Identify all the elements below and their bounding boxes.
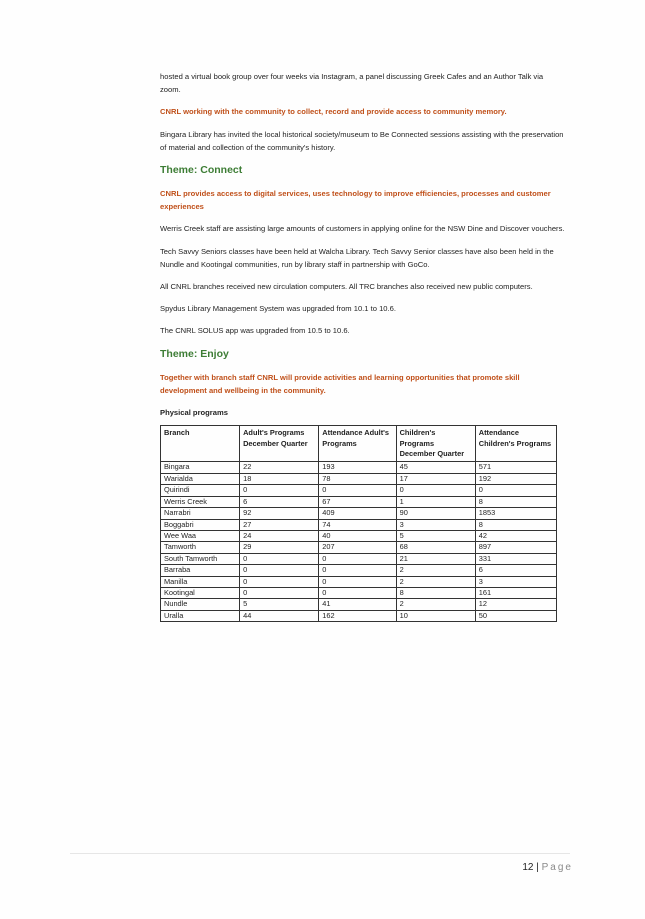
table-row — [161, 519, 557, 530]
connect-subheading: CNRL provides access to digital services, uses technology to improve efficiencies, processes and customer experiences — [160, 189, 551, 212]
branch-cell: Narrabri — [161, 508, 240, 519]
intro-paragraph: hosted a virtual book group over four weeks via Instagram, a panel discussing Greek Cafes and an Author Talk via zoom. — [160, 72, 544, 95]
value-cell: 192 — [475, 473, 556, 484]
value-cell: 12 — [475, 599, 556, 610]
value-cell: 40 — [319, 530, 396, 541]
value-cell: 1 — [396, 496, 475, 507]
branch-cell: Kootingal — [161, 587, 240, 598]
value-cell: 0 — [319, 576, 396, 587]
page-content — [160, 70, 565, 622]
value-cell: 162 — [319, 610, 396, 621]
table-row — [161, 530, 557, 541]
value-cell: 207 — [319, 542, 396, 553]
value-cell: 50 — [475, 610, 556, 621]
value-cell: 68 — [396, 542, 475, 553]
page-number: 12 — [522, 862, 534, 873]
enjoy-subheading: Together with branch staff CNRL will provide activities and learning opportunities that promote skill development and wellbeing in the community. — [160, 372, 520, 395]
branch-cell: Warialda — [161, 473, 240, 484]
header-branch: Branch — [161, 426, 240, 462]
header-children-programs: Children's Programs December Quarter — [396, 426, 475, 462]
value-cell: 0 — [475, 485, 556, 496]
value-cell: 90 — [396, 508, 475, 519]
value-cell: 6 — [240, 496, 319, 507]
value-cell: 45 — [396, 462, 475, 473]
connect-paragraph-5: The CNRL SOLUS app was upgraded from 10.5 to 10.6. — [160, 326, 350, 336]
value-cell: 2 — [396, 565, 475, 576]
value-cell: 2 — [396, 576, 475, 587]
value-cell: 2 — [396, 599, 475, 610]
footer-separator: | — [536, 862, 539, 873]
value-cell: 8 — [475, 519, 556, 530]
table-row — [161, 508, 557, 519]
table-row — [161, 496, 557, 507]
table-row — [161, 565, 557, 576]
value-cell: 22 — [240, 462, 319, 473]
connect-paragraph-4: Spydus Library Management System was upgraded from 10.1 to 10.6. — [160, 304, 396, 314]
theme-connect-heading: Theme: Connect — [160, 164, 243, 177]
theme-enjoy-heading: Theme: Enjoy — [160, 347, 229, 360]
value-cell: 78 — [319, 473, 396, 484]
value-cell: 67 — [319, 496, 396, 507]
value-cell: 41 — [319, 599, 396, 610]
header-adult-programs: Adult's Programs December Quarter — [240, 426, 319, 462]
table-row — [161, 485, 557, 496]
branch-cell: Tamworth — [161, 542, 240, 553]
page-footer — [522, 862, 573, 873]
header-adult-attendance: Attendance Adult's Programs — [319, 426, 396, 462]
value-cell: 6 — [475, 565, 556, 576]
value-cell: 0 — [319, 485, 396, 496]
value-cell: 18 — [240, 473, 319, 484]
physical-programs-table — [160, 425, 557, 622]
table-header-row — [161, 426, 557, 462]
branch-cell: Wee Waa — [161, 530, 240, 541]
value-cell: 42 — [475, 530, 556, 541]
value-cell: 0 — [240, 587, 319, 598]
value-cell: 0 — [240, 576, 319, 587]
branch-cell: Boggabri — [161, 519, 240, 530]
branch-cell: Werris Creek — [161, 496, 240, 507]
value-cell: 0 — [240, 485, 319, 496]
table-row — [161, 462, 557, 473]
connect-paragraph-2: Tech Savvy Seniors classes have been held at Walcha Library. Tech Savvy Senior classes have also been held in the Nundle and Kootingal communities, run by library staff in partnership with GoCo. — [160, 246, 554, 269]
value-cell: 0 — [396, 485, 475, 496]
value-cell: 0 — [319, 553, 396, 564]
branch-cell: Manilla — [161, 576, 240, 587]
value-cell: 29 — [240, 542, 319, 553]
value-cell: 5 — [240, 599, 319, 610]
table-row — [161, 587, 557, 598]
value-cell: 0 — [240, 553, 319, 564]
value-cell: 17 — [396, 473, 475, 484]
value-cell: 0 — [319, 565, 396, 576]
table-row — [161, 553, 557, 564]
branch-cell: Nundle — [161, 599, 240, 610]
branch-cell: South Tamworth — [161, 553, 240, 564]
header-children-attendance: Attendance Children's Programs — [475, 426, 556, 462]
value-cell: 193 — [319, 462, 396, 473]
table-row — [161, 473, 557, 484]
value-cell: 27 — [240, 519, 319, 530]
value-cell: 161 — [475, 587, 556, 598]
value-cell: 0 — [240, 565, 319, 576]
value-cell: 44 — [240, 610, 319, 621]
value-cell: 21 — [396, 553, 475, 564]
value-cell: 92 — [240, 508, 319, 519]
value-cell: 3 — [396, 519, 475, 530]
connect-paragraph-1: Werris Creek staff are assisting large amounts of customers in applying online for the NSW Dine and Discover vouchers. — [160, 224, 565, 234]
value-cell: 897 — [475, 542, 556, 553]
community-memory-paragraph: Bingara Library has invited the local historical society/museum to Be Connected sessions assisting with the preservation of material and collection of the community's history. — [160, 129, 564, 152]
value-cell: 409 — [319, 508, 396, 519]
value-cell: 1853 — [475, 508, 556, 519]
value-cell: 74 — [319, 519, 396, 530]
community-memory-heading: CNRL working with the community to collect, record and provide access to community memory. — [160, 107, 507, 117]
connect-paragraph-3: All CNRL branches received new circulation computers. All TRC branches also received new public computers. — [160, 282, 533, 292]
value-cell: 24 — [240, 530, 319, 541]
table-body — [161, 462, 557, 622]
value-cell: 8 — [475, 496, 556, 507]
page-label: Page — [541, 862, 573, 873]
value-cell: 8 — [396, 587, 475, 598]
table-row — [161, 599, 557, 610]
value-cell: 571 — [475, 462, 556, 473]
branch-cell: Bingara — [161, 462, 240, 473]
physical-programs-title: Physical programs — [160, 408, 228, 418]
branch-cell: Quirindi — [161, 485, 240, 496]
value-cell: 3 — [475, 576, 556, 587]
value-cell: 331 — [475, 553, 556, 564]
value-cell: 10 — [396, 610, 475, 621]
table-row — [161, 576, 557, 587]
value-cell: 5 — [396, 530, 475, 541]
branch-cell: Barraba — [161, 565, 240, 576]
table-row — [161, 610, 557, 621]
value-cell: 0 — [319, 587, 396, 598]
footer-divider — [70, 853, 570, 854]
table-row — [161, 542, 557, 553]
branch-cell: Uralla — [161, 610, 240, 621]
